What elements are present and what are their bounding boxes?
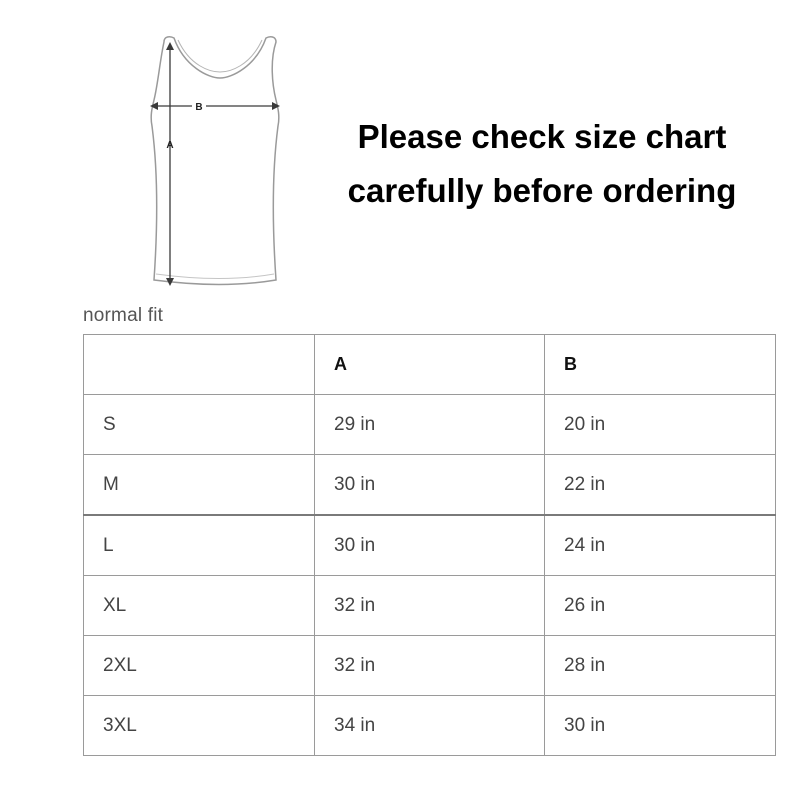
measure-b-cell: 24 in: [545, 515, 776, 576]
size-cell: 3XL: [84, 696, 315, 756]
size-cell: L: [84, 515, 315, 576]
measure-a-cell: 30 in: [315, 515, 545, 576]
table-row: [84, 576, 776, 636]
notice-line-2: carefully before ordering: [347, 172, 737, 209]
measure-b-cell: 28 in: [545, 636, 776, 696]
size-cell: 2XL: [84, 636, 315, 696]
header-b: B: [545, 335, 776, 395]
measure-a-label: A: [166, 140, 174, 151]
table-row: [84, 395, 776, 455]
table-row: [84, 696, 776, 756]
size-cell: M: [84, 455, 315, 516]
table-row: [84, 455, 776, 516]
header-a: A: [315, 335, 545, 395]
measure-a-cell: 30 in: [315, 455, 545, 516]
measure-a-cell: 32 in: [315, 636, 545, 696]
measure-a-cell: 32 in: [315, 576, 545, 636]
measure-a-cell: 29 in: [315, 395, 545, 455]
size-cell: XL: [84, 576, 315, 636]
measure-b-cell: 30 in: [545, 696, 776, 756]
measure-b-label: B: [195, 102, 203, 113]
table-header-row: [84, 335, 776, 395]
table-row: [84, 636, 776, 696]
header-size: [84, 335, 315, 395]
table-row: [84, 515, 776, 576]
measure-b-cell: 26 in: [545, 576, 776, 636]
fit-label: normal fit: [83, 305, 164, 326]
measure-b-cell: 20 in: [545, 395, 776, 455]
tank-top-measurement-diagram: [140, 32, 300, 294]
notice-line-1: Please check size chart: [357, 118, 727, 155]
size-chart-notice: [300, 110, 784, 218]
measure-b-cell: 22 in: [545, 455, 776, 516]
measure-a-cell: 34 in: [315, 696, 545, 756]
size-cell: S: [84, 395, 315, 455]
size-table: [83, 334, 776, 756]
